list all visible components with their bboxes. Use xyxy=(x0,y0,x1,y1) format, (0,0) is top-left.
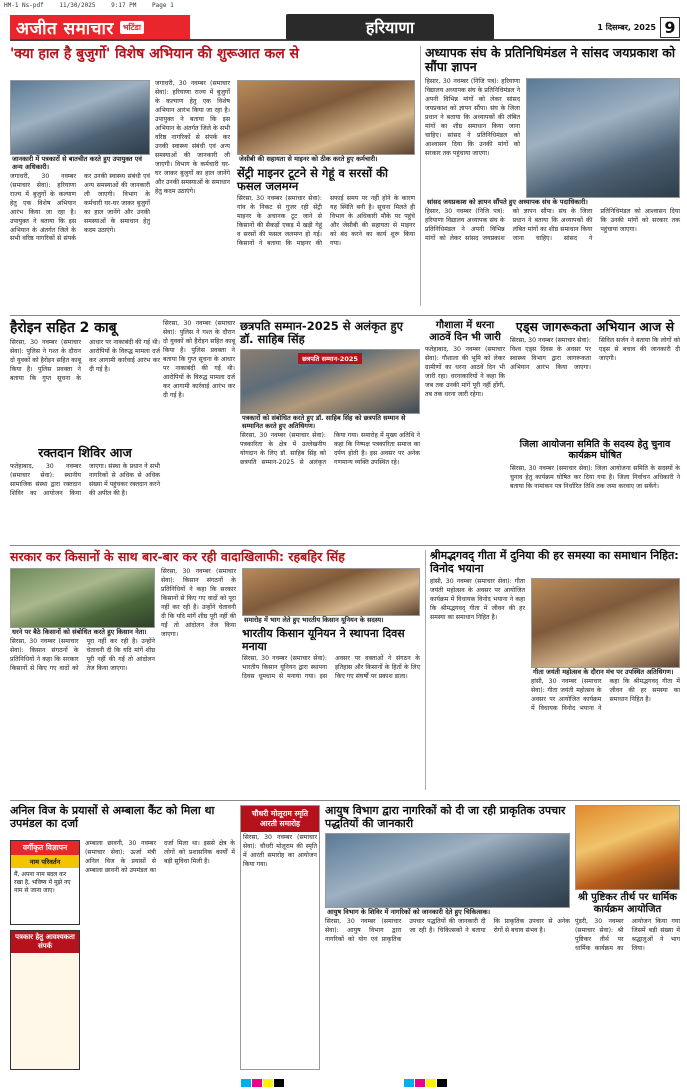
article-body: अम्बाला छावनी, 30 नवम्बर (समाचार सेवा): ऊर्जा मंत्री अनिल विज के प्रयासों से अम्बाला छावनी को उपमंडल का दर्जा मिला था। इससे क्षेत्र के लोगों को प्रशासनिक कार्यों में बड़ी सुविधा मिली है। xyxy=(85,840,235,874)
page-number: 9 xyxy=(660,17,680,38)
registration-marks xyxy=(0,1076,687,1089)
photo-caption: जेसीबी की सहायता से माइनर को ठीक करते हुए कर्मचारी। xyxy=(239,155,378,163)
article-headline: सेंट्री माइनर टूटने से गेहूं व सरसों की फसल जलमग्न xyxy=(237,165,388,194)
article-headline: हैरोइन सहित 2 काबू xyxy=(10,320,117,336)
event-banner-text: छत्रपति सम्मान-2025 xyxy=(298,353,362,364)
color-bar-left xyxy=(241,1079,284,1087)
file-date: 11/30/2025 xyxy=(59,2,96,9)
article-adhyapak xyxy=(425,46,680,311)
article-headline: चौधरी मोलूराम स्मृति आरती समारोह xyxy=(241,806,319,832)
article-body: सिरसा, 30 नवम्बर (समाचार सेवा): किसान संगठनों के प्रतिनिधियों ने कहा कि सरकार किसानों से किए गए वादों को पूरा नहीं कर रही है। उन्होंने चेतावनी दी कि यदि मांगें शीघ्र पूरी नहीं की गईं तो आंदोलन तेज किया जाएगा। xyxy=(161,568,236,639)
article-photo xyxy=(531,578,680,668)
article-body: सिरसा, 30 नवम्बर (समाचार सेवा): पुलिस ने गश्त के दौरान दो युवकों को हैरोइन सहित काबू किया है। पुलिस प्रवक्ता ने बताया कि गुप्त सूचना के आधार पर नाकाबंदी की गई थी। आरोपियों के विरुद्ध मामला दर्ज कर आगामी कार्रवाई आरंभ कर दी गई है। xyxy=(10,339,160,383)
article-pushtikar xyxy=(575,805,680,1070)
article-body: सिरसा, 30 नवम्बर (समाचार सेवा): भारतीय किसान यूनियन द्वारा स्थापना दिवस धूमधाम से मनाया गया। इस अवसर पर वक्ताओं ने संगठन के इतिहास और किसानों के हितों के लिए किए गए संघर्षों पर प्रकाश डाला। xyxy=(242,655,420,681)
article-anil-vij-body xyxy=(85,840,235,1070)
article-headline: एड्स जागरूकता अभियान आज से xyxy=(515,319,675,334)
photo-caption: गीता जयंती महोत्सव के दौरान मंच पर उपस्थित अतिथिगण। xyxy=(533,668,674,677)
article-body: हिसार, 30 नवम्बर (निजि पत्र): हरियाणा विद्यालय अध्यापक संघ के प्रतिनिधिमंडल ने अपनी विभिन्न मांगों को लेकर सांसद जयप्रकाश को ज्ञापन सौंपा। संघ के जिला प्रधान ने बताया कि अध्यापकों की लंबित मांगों का शीघ्र समाधान किया जाना चाहिए। सांसद ने प्रतिनिधिमंडल को आश्वासन दिया कि उनकी मांगों को सरकार तक पहुंचाया जाएगा। xyxy=(425,207,680,242)
reporter-ad-title: पत्रकार हेतु आवश्यकता संपर्क xyxy=(11,931,79,953)
classified-text: मैं, अपना नाम बदल कर रखा है, भविष्य में मुझे नए नाम से जाना जाए। xyxy=(14,871,71,894)
article-headline: अध्यापक संघ के प्रतिनिधिमंडल ने सांसद जयप्रकाश को सौंपा ज्ञापन xyxy=(425,45,676,75)
article-headline: सरकार कर किसानों के साथ बार-बार कर रही वादाखिलाफी: रहबहिर सिंह xyxy=(10,549,345,564)
article-headline: 'क्या हाल है बुजुर्गो' विशेष अभियान की शुरूआत कल से xyxy=(10,46,300,62)
article-photo xyxy=(242,568,420,616)
reporter-ad xyxy=(10,930,80,1070)
article-headline: आयुष विभाग द्वारा नागरिकों को दी जा रही प्राकृतिक उपचार पद्धतियों की जानकारी xyxy=(325,804,566,830)
file-name: HM-1 Ns-pdf xyxy=(4,2,44,9)
article-headline: श्री पुष्टिकर तीर्थ पर धार्मिक कार्यक्रम आयोजित xyxy=(578,892,677,915)
article-moluram xyxy=(240,805,320,1070)
article-body: फतेहाबाद, 30 नवम्बर (समाचार सेवा): गौशाला की भूमि को लेकर ग्रामीणों का धरना आठवें दिन भी जारी रहा। धरनाकारियों ने कहा कि जब तक उनकी मांगें पूरी नहीं होंगी, तब तक धरना जारी रहेगा। xyxy=(425,346,505,398)
article-chhatrapati xyxy=(240,320,420,540)
article-body: पुंडरी, 30 नवम्बर (समाचार सेवा): श्री पुष्टिकर तीर्थ पर धार्मिक कार्यक्रम का आयोजन किया गया जिसमें बड़ी संख्या में श्रद्धालुओं ने भाग लिया। xyxy=(575,918,680,952)
paper-name: अजीत समाचार xyxy=(16,18,114,39)
article-photo xyxy=(237,80,415,155)
classified-ad xyxy=(10,840,80,925)
article-body: जगाधरी, 30 नवम्बर (समाचार सेवा): हरियाणा राज्य में बुजुर्गो के कल्याण हेतु एक विशेष अभियान आरंभ किया जा रहा है। उपायुक्त ने बताया कि इस अभियान के अंतर्गत जिले के सभी वरिष्ठ नागरिकों से संपर्क कर उनकी स्वास्थ्य संबंधी एवं अन्य समस्याओं की जानकारी ली जाएगी। विभाग के कर्मचारी घर-घर जाकर बुजुर्गो का हाल जानेंगे और उनकी समस्याओं के समाधान हेतु कदम उठाएंगे। xyxy=(10,172,150,243)
article-photo xyxy=(325,833,570,908)
color-bar-right xyxy=(404,1079,447,1087)
file-info-line xyxy=(0,0,687,12)
edition-city: भटिंडा xyxy=(120,21,144,34)
article-body: सिरसा, 30 नवम्बर (समाचार सेवा): आयुष विभाग द्वारा नागरिकों को योग एवं प्राकृतिक उपचार पद्धतियों की जानकारी दी जा रही है। चिकित्सकों ने बताया कि प्राकृतिक उपचार से अनेक रोगों से बचाव संभव है। xyxy=(325,918,570,944)
photo-caption: धरने पर बैठे किसानों को संबोधित करते हुए किसान नेता। xyxy=(12,628,147,637)
article-photo xyxy=(10,80,150,155)
classified-subtitle: नाम परिवर्तन xyxy=(11,855,79,868)
article-body: फतेहाबाद, 30 नवम्बर (समाचार सेवा): स्थानीय सामाजिक संस्था द्वारा रक्तदान शिविर का आयोजन किया जाएगा। संस्था के प्रधान ने सभी नागरिकों से अधिक से अधिक संख्या में पहुंचकर रक्तदान करने की अपील की है। xyxy=(10,463,160,498)
file-time: 9:17 PM xyxy=(111,2,137,9)
photo-caption: पत्रकारों को संबोधित करते हुए डॉ. साहिब सिंह को छत्रपति सम्मान से सम्मानित करते हुए अतिथिगण। xyxy=(242,414,406,431)
masthead xyxy=(10,15,680,41)
article-gita xyxy=(430,550,680,795)
photo-caption: जानकारी में पत्रकारों से बातचीत करते हुए उपायुक्त एवं अन्य अधिकारी। xyxy=(12,155,142,171)
article-body: हांसी, 30 नवम्बर (समाचार सेवा): गीता जयंती महोत्सव के अवसर पर आयोजित कार्यक्रम में विधायक विनोद भयाना ने कहा कि श्रीमद्भगवद् गीता में जीवन की हर समस्या का समाधान निहित है। xyxy=(430,578,525,622)
article-zila-aayojana xyxy=(510,440,680,540)
article-body: हिसार, 30 नवम्बर (निजि पत्र): हरियाणा विद्यालय अध्यापक संघ के प्रतिनिधिमंडल ने अपनी विभिन्न मांगों को लेकर सांसद जयप्रकाश को ज्ञापन सौंपा। संघ के जिला प्रधान ने बताया कि अध्यापकों की लंबित मांगों का शीघ्र समाधान किया जाना चाहिए। सांसद ने प्रतिनिधिमंडल को आश्वासन दिया कि उनकी मांगों को सरकार तक पहुंचाया जाएगा। xyxy=(425,77,520,157)
article-kya-haal-content xyxy=(10,80,150,310)
article-gaushala xyxy=(425,320,505,535)
article-headline: छत्रपति सम्मान-2025 से अलंकृत हुए डॉ. साहिब सिंह xyxy=(240,319,403,347)
article-body: सिरसा, 30 नवम्बर (समाचार सेवा): पुलिस ने गश्त के दौरान दो युवकों को हैरोइन सहित काबू किया है। पुलिस प्रवक्ता ने बताया कि गुप्त सूचना के आधार पर नाकाबंदी की गई थी। आरोपियों के विरुद्ध मामला दर्ज कर आगामी कार्रवाई आरंभ कर दी गई है। xyxy=(163,320,235,399)
issue-date: 1 दिसम्बर, 2025 xyxy=(597,22,656,32)
article-body: सिरसा, 30 नवम्बर (समाचार सेवा): विश्व एड्स दिवस के अवसर पर स्वास्थ्य विभाग द्वारा जागरूकता अभियान आरंभ किया जाएगा। सिविल सर्जन ने बताया कि लोगों को एड्स से बचाव की जानकारी दी जाएगी। xyxy=(510,337,680,372)
article-kisan-vaada xyxy=(10,550,420,795)
article-photo xyxy=(10,568,155,628)
article-photo xyxy=(526,78,680,198)
article-heroin-continued xyxy=(163,320,235,540)
article-headline: भारतीय किसान यूनियन ने स्थापना दिवस मनाया xyxy=(242,627,405,653)
article-headline: अनिल विज के प्रयासों से अम्बाला कैंट को मिला था उपमंडल का दर्जा xyxy=(10,804,215,830)
article-body: हांसी, 30 नवम्बर (समाचार सेवा): गीता जयंती महोत्सव के अवसर पर आयोजित कार्यक्रम में विधायक विनोद भयाना ने कहा कि श्रीमद्भगवद् गीता में जीवन की हर समस्या का समाधान निहित है। xyxy=(531,678,680,713)
article-body: सिरसा, 30 नवम्बर (समाचार सेवा): चौधरी मोलूराम की स्मृति में आरती समारोह का आयोजन किया गया। xyxy=(243,834,317,868)
article-body: सिरसा, 30 नवम्बर (समाचार सेवा): गांव के निकट से गुजर रही सेंट्री माइनर के अचानक टूट जाने से किसानों की सैकड़ों एकड़ में खड़ी गेहूं व सरसों की फसल जलमग्न हो गई। किसानों ने बताया कि माइनर की सफाई समय पर नहीं होने के कारण यह स्थिति बनी है। सूचना मिलते ही विभाग के अधिकारी मौके पर पहुंचे और जेसीबी की सहायता से माइनर को बंद करने का कार्य शुरू किया गया। xyxy=(237,195,415,248)
article-heroin xyxy=(10,320,160,540)
classified-title: वर्गीकृत विज्ञापन xyxy=(11,841,79,855)
article-headline: रक्तदान शिविर आज xyxy=(38,445,132,461)
file-page: Page 1 xyxy=(152,2,174,9)
article-headline: जिला आयोजना समिति के सदस्य हेतु चुनाव कार्यक्रम घोषित xyxy=(519,439,671,461)
photo-caption: आयुष विभाग के शिविर में नागरिकों को जानकारी देते हुए चिकित्सक। xyxy=(327,908,491,917)
paper-logo xyxy=(10,15,190,39)
article-photo xyxy=(575,805,680,890)
article-photo xyxy=(240,349,420,414)
article-headline: श्रीमद्भगवद् गीता में दुनिया की हर समस्या का समाधान निहित: विनोद भयाना xyxy=(430,549,679,575)
article-aids xyxy=(510,320,680,440)
article-body: सिरसा, 30 नवम्बर (समाचार सेवा): पत्रकारिता के क्षेत्र में उल्लेखनीय योगदान के लिए डॉ. साहिब सिंह को छत्रपति सम्मान-2025 से अलंकृत किया गया। समारोह में मुख्य अतिथि ने कहा कि निष्पक्ष पत्रकारिता समाज का दर्पण होती है। इस अवसर पर अनेक गणमान्य व्यक्ति उपस्थित रहे। xyxy=(240,432,420,466)
photo-caption: सांसद जयप्रकाश को ज्ञापन सौंपते हुए अध्यापक संघ के पदाधिकारी। xyxy=(427,197,588,206)
article-minar xyxy=(237,80,415,310)
section-title: हरियाणा xyxy=(286,14,494,40)
article-kya-haal-more xyxy=(155,80,230,310)
article-body: सिरसा, 30 नवम्बर (समाचार सेवा): किसान संगठनों के प्रतिनिधियों ने कहा कि सरकार किसानों से किए गए वादों को पूरा नहीं कर रही है। उन्होंने चेतावनी दी कि यदि मांगें शीघ्र पूरी नहीं की गईं तो आंदोलन तेज किया जाएगा। xyxy=(10,638,155,673)
photo-caption: समारोह में भाग लेते हुए भारतीय किसान यूनियन के सदस्य। xyxy=(244,616,384,625)
article-body: सिरसा, 30 नवम्बर (समाचार सेवा): जिला आयोजना समिति के सदस्यों के चुनाव हेतु कार्यक्रम घोषित कर दिया गया है। जिला निर्वाचन अधिकारी ने बताया कि नामांकन पत्र निर्धारित तिथि तक जमा करवाए जा सकेंगे। xyxy=(510,464,680,490)
article-body: जगाधरी, 30 नवम्बर (समाचार सेवा): हरियाणा राज्य में बुजुर्गो के कल्याण हेतु एक विशेष अभियान आरंभ किया जा रहा है। उपायुक्त ने बताया कि इस अभियान के अंतर्गत जिले के सभी वरिष्ठ नागरिकों से संपर्क कर उनकी स्वास्थ्य संबंधी एवं अन्य समस्याओं की जानकारी ली जाएगी। विभाग के कर्मचारी घर-घर जाकर बुजुर्गो का हाल जानेंगे और उनकी समस्याओं के समाधान हेतु कदम उठाएंगे। xyxy=(155,80,230,195)
article-ayush xyxy=(325,805,570,1070)
article-headline: गौशाला में धरना आठवें दिन भी जारी xyxy=(429,320,501,343)
